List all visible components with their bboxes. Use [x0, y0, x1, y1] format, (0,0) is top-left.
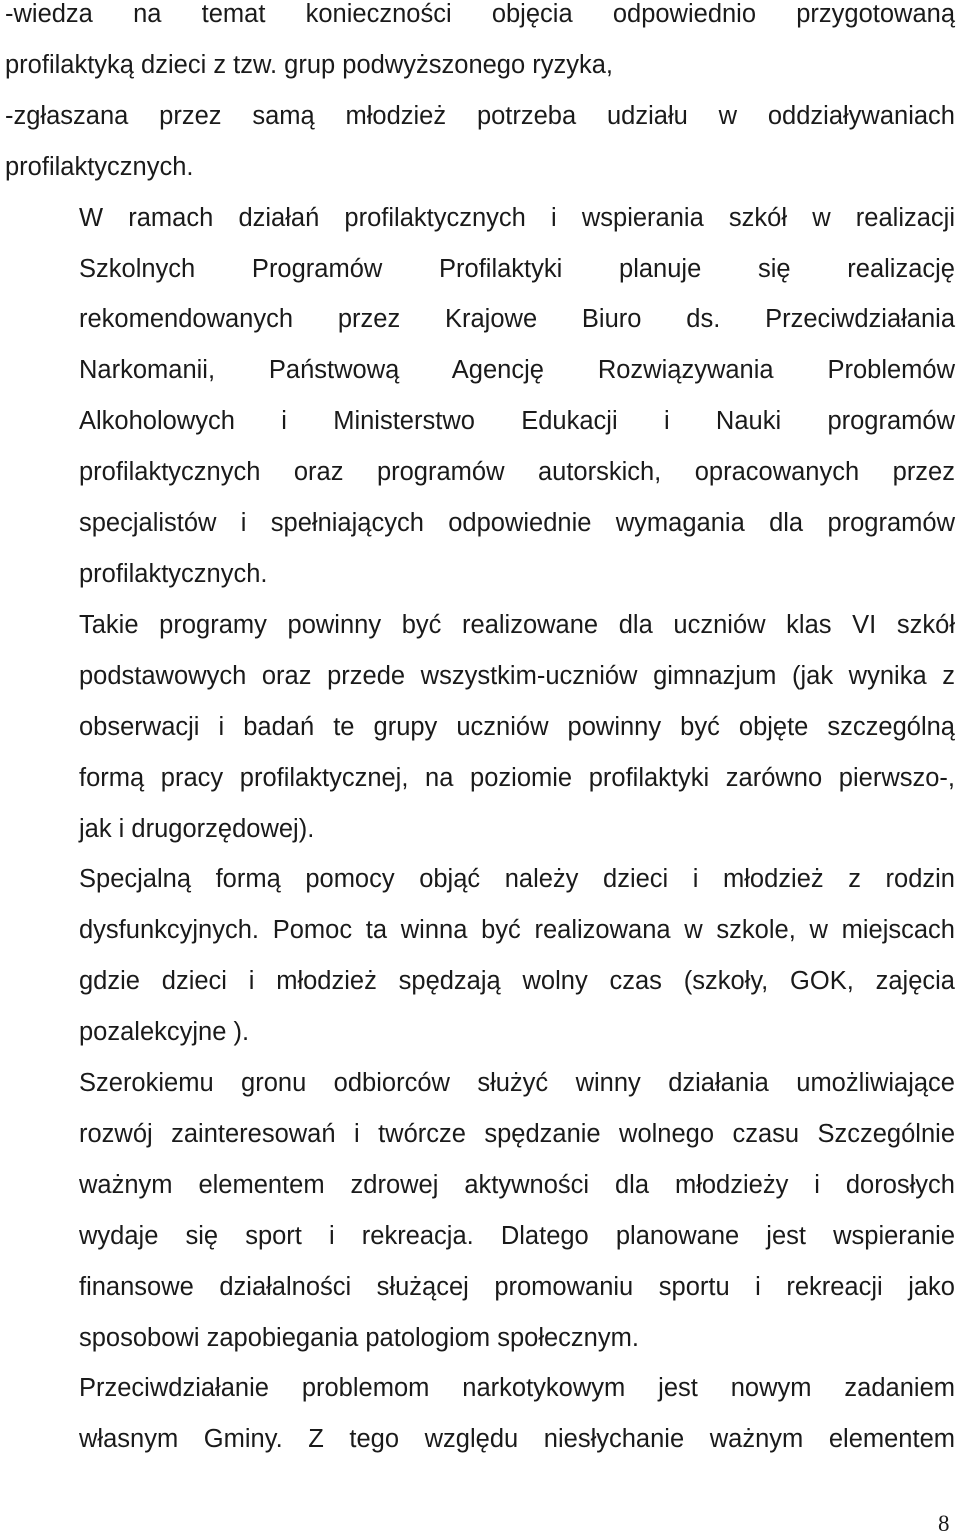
text-line: Szerokiemu gronu odbiorców służyć winny działania umożliwiające — [79, 1069, 955, 1098]
paragraph — [5, 1058, 955, 1363]
text-line: Szkolnych Programów Profilaktyki planuje się realizację — [79, 254, 955, 283]
text-line: formą pracy profilaktycznej, na poziomie profilaktyki zarówno pierwszo-, — [79, 763, 955, 792]
text-line: finansowe działalności służącej promowaniu sportu i rekreacji jako — [79, 1272, 955, 1301]
text-line: Takie programy powinny być realizowane dla uczniów klas VI szkół — [79, 610, 955, 639]
text-line: profilaktycznych oraz programów autorskich, opracowanych przez — [79, 458, 955, 487]
text-line: profilaktyką dzieci z tzw. grup podwyższonego ryzyka, — [5, 50, 614, 79]
paragraph — [5, 193, 955, 600]
text-line: Przeciwdziałanie problemom narkotykowym jest nowym zadaniem — [79, 1374, 955, 1403]
text-line: Narkomanii, Państwową Agencję Rozwiązywania Problemów — [79, 356, 955, 385]
text-line: sposobowi zapobiegania patologiom społecznym. — [79, 1323, 639, 1352]
text-line: W ramach działań profilaktycznych i wspierania szkół w realizacji — [79, 203, 955, 232]
text-line: podstawowych oraz przede wszystkim-uczniów gimnazjum (jak wynika z — [79, 661, 955, 690]
text-line: rozwój zainteresowań i twórcze spędzanie wolnego czasu Szczególnie — [79, 1119, 955, 1148]
text-line: profilaktycznych. — [5, 152, 194, 181]
text-line: gdzie dzieci i młodzież spędzają wolny czas (szkoły, GOK, zajęcia — [79, 967, 955, 996]
text-line: -zgłaszana przez samą młodzież potrzeba udziału w oddziaływaniach — [5, 101, 955, 130]
text-line: obserwacji i badań te grupy uczniów powinny być objęte szczególną — [79, 712, 955, 741]
page-number: 8 — [938, 1511, 950, 1536]
paragraph — [5, 854, 955, 1058]
text-line: Alkoholowych i Ministerstwo Edukacji i Nauki programów — [79, 407, 955, 436]
text-line: dysfunkcyjnych. Pomoc ta winna być realizowana w szkole, w miejscach — [79, 916, 955, 945]
text-line: Specjalną formą pomocy objąć należy dzieci i młodzież z rodzin — [79, 865, 955, 894]
text-line: pozalekcyjne ). — [79, 1018, 250, 1047]
text-line: profilaktycznych. — [79, 559, 268, 588]
text-line: własnym Gminy. Z tego względu niesłychanie ważnym elementem — [79, 1425, 955, 1454]
paragraph — [5, 0, 955, 91]
text-line: -wiedza na temat konieczności objęcia odpowiednio przygotowaną — [5, 0, 955, 28]
text-line: jak i drugorzędowej). — [79, 814, 315, 843]
paragraph — [5, 600, 955, 855]
text-line: rekomendowanych przez Krajowe Biuro ds. Przeciwdziałania — [79, 305, 955, 334]
paragraph — [5, 1363, 955, 1465]
text-line: specjalistów i spełniających odpowiednie wymagania dla programów — [79, 509, 955, 538]
document-page — [5, 0, 955, 1465]
paragraph — [5, 91, 955, 193]
text-line: ważnym elementem zdrowej aktywności dla młodzieży i dorosłych — [79, 1170, 955, 1199]
text-line: wydaje się sport i rekreacja. Dlatego planowane jest wspieranie — [79, 1221, 955, 1250]
